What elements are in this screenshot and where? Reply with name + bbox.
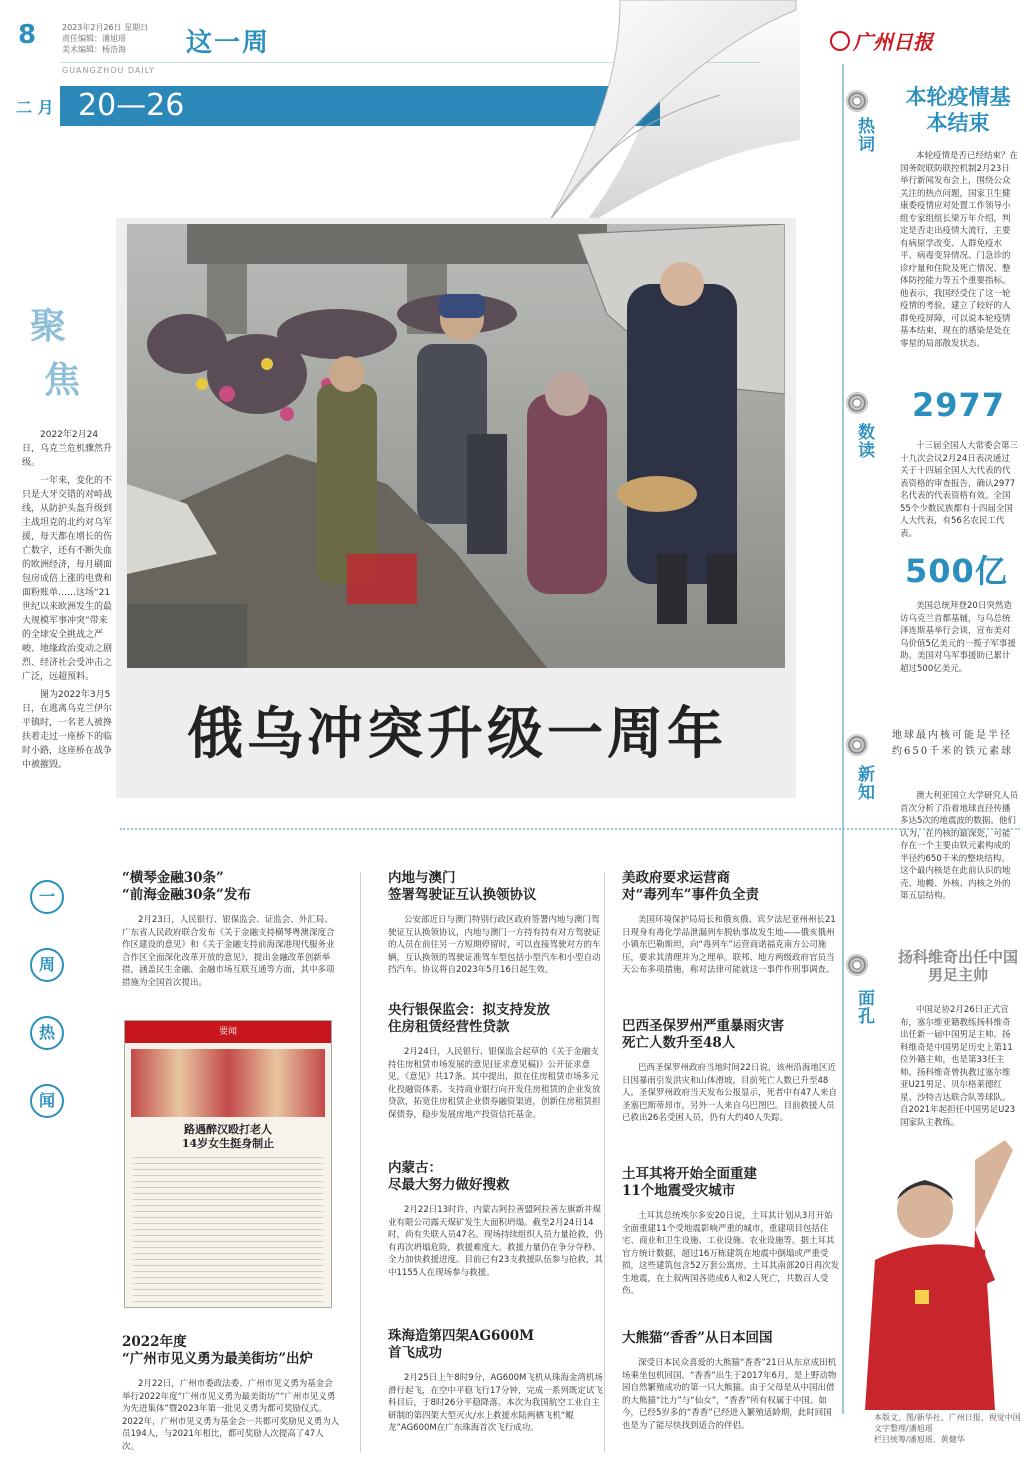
focus-paragraph: 一年来，变化的不只是大牙交错的对峙战线，从防护头盔升级到主战坦克的北约对乌军援，每天都在增长的伤亡数字，还有不断失血的欧洲经济，每月刷面包房成倍上涨的电费和面粉账单……这场“21世纪以来欧洲发生的最大规模军事冲突”带来的全球安全挑战之严峻、地缘政治变动之剧烈、经济社会受冲击之广泛，远超预料。	[22, 476, 113, 682]
news-body	[122, 914, 340, 989]
disc-icon	[846, 392, 868, 414]
thumbnail-masthead: 要闻	[125, 1021, 331, 1043]
news-body	[622, 914, 840, 977]
news-column-3c	[622, 1166, 840, 1298]
keyword-label: 面孔	[858, 989, 875, 1027]
paper-name-en: GUANGZHOU DAILY	[62, 66, 156, 75]
focus-text	[22, 428, 116, 776]
news-paragraph: 2月22日，广州市委政法委、广州市见义勇为基金会举行2022年度“广州市见义勇为最美街坊”“广州市见义勇为先进集体”暨2023年第一批见义勇为都可奖励仪式。2022年，广州市见义勇为基金会一共都可奖励见义勇为人员194人，与2021年相比，都可奖励人次提高了47人次。	[122, 1379, 340, 1452]
face-paragraph: 中国足协2月26日正式宣布，塞尔维亚籍教练扬科维奇出任新一届中国男足主帅。扬科维奇是中国男足历史上第11位外籍主帅，也是第33任主帅。扬科维奇曾执教过塞尔维亚U21男足、贝尔格莱德红星、沙特吉达联合队等球队。自2021年起担任中国男足U23国家队主教练。	[900, 1005, 1016, 1128]
hot-word-title: 本轮疫情基本结束	[905, 85, 1011, 135]
coach-photo	[855, 1140, 1020, 1410]
page-curl-graphic	[80, 0, 800, 230]
face-text	[900, 1004, 1018, 1129]
news-title: 内地与澳门 签署驾驶证互认换领协议	[388, 870, 537, 903]
keyword-label: 数读	[858, 423, 875, 461]
news-column-3d	[622, 1330, 840, 1432]
focus-caption: 图为2022年3月5日，在逃离乌克兰伊尔平镇时，一名老人被搀扶着走过一座桥下的临时小路，这座桥在战争中被摧毁。	[22, 690, 113, 770]
news-paragraph: 2月22日13时许，内蒙古阿拉善盟阿拉善左旗新井煤业有限公司露天煤矿发生大面积坍塌。截至2月24日14时，尚有失联人员47名。现场持续组织人员力量抢救，仍有再次坍塌危险，救援难度大。救援力量仍在争分夺秒、全力加快救援进度。目前已有23支救援队伍参与抢救，其中1155人在现场参与救援。	[388, 1205, 603, 1278]
label-char: 周	[30, 948, 64, 982]
stat-500yi-text	[900, 600, 1018, 675]
column-separator	[360, 872, 361, 1452]
news-column-1	[122, 870, 340, 989]
news-column-2	[388, 870, 606, 977]
news-column-3	[622, 870, 840, 977]
page-number: 8	[18, 20, 37, 50]
news-title: 2022年度 “广州市见义勇为最美街坊”出炉	[122, 1334, 314, 1367]
keyword-hot-word	[858, 118, 878, 154]
news-title: 央行银保监会：拟支持发放 住房租赁经营性贷款	[388, 1002, 550, 1035]
keyword-label: 新知	[858, 765, 875, 803]
news-body	[622, 1210, 840, 1298]
thumbnail-photo	[131, 1049, 325, 1117]
logo-circle-icon	[830, 31, 850, 51]
news-paragraph: 深受日本民众喜爱的大熊猫“香香”21日从东京成田机场乘坐包机回国。“香香”出生于2017年6月，是上野动物园自然繁殖成功的第一只大熊猫。由于父母是从中国出借的大熊猫“比力”与“仙女”，“香香”所有权属于中国。如今，已经5岁多的“香香”已经进入繁殖适龄期，此时回国也是为了能尽快找到适合的伴侣。	[622, 1358, 837, 1431]
focus-paragraph: 2022年2月24日，乌克兰危机骤然升级。	[22, 430, 113, 468]
new-knowledge-paragraph: 澳大利亚国立大学研究人员首次分析了沿着地球直径传播多达5次的地震波的数据。他们认为，在内核的最深处，可能存在一个主要由铁元素构成的半径约650千米的整块结构。这个最内核是在此前认识的地壳、地幔、外核、内核之外的第五层结构。	[900, 791, 1019, 901]
new-knowledge-title: 地球最内核可能是半径约650千米的铁元素球	[892, 730, 1014, 757]
news-column-2b	[388, 1002, 606, 1121]
disc-icon	[846, 90, 868, 112]
page-credit: 本版文、图/新华社、广州日报、视觉中国 文字整理/潘旭瑶 栏目统筹/潘旭瑶、黄健华	[874, 1413, 1021, 1444]
news-title: 珠海造第四架AG600M 首飞成功	[388, 1328, 535, 1361]
header-art-editor: 美术编辑：杨浩海	[62, 45, 126, 54]
label-char: 闻	[30, 1084, 64, 1118]
hot-word-paragraph: 本轮疫情是否已经结束？在国务院联防联控机制2月23日举行新闻发布会上，围绕公众关注的热点问题，国家卫生健康委疫情应对处置工作领导小组专家组组长梁万年介绍，判定是否走出疫情大流行，主要有病原学改变、人群免疫水平、病毒变异情况、门急诊的诊疗量和住院及死亡情况、整体防控能力等五个重要指标。他表示，我国经受住了这一轮疫情的考验，建立了较好的人群免疫屏障，可以说本轮疫情基本结束，现在的感染是处在零星的局部散发状态。	[900, 151, 1019, 349]
weekly-news-label	[30, 880, 70, 1152]
news-column-1b	[122, 1334, 340, 1453]
face-title: 扬科维奇出任中国男足主帅	[897, 948, 1018, 984]
right-column-rule	[842, 64, 844, 1414]
thumbnail-text-lines	[133, 1157, 323, 1307]
hot-word-text	[900, 150, 1018, 350]
date-range: 20—26	[78, 88, 185, 123]
header-editor: 责任编辑：潘旭瑶	[62, 34, 126, 43]
news-column-2d	[388, 1328, 606, 1435]
news-paragraph: 2月25日上午8时9分，AG600M飞机从珠海金湾机场滑行起飞，在空中平稳飞行17分钟，完成一系列既定试飞科目后，于8时26分平稳降落。本次为我国航空工业自主研制的第四架大型灭火/水上救援水陆两栖飞机“鲲龙”AG600M在广东珠海首次飞行成功。	[388, 1373, 603, 1433]
section-divider	[120, 828, 1020, 830]
keyword-label: 热词	[858, 117, 875, 155]
label-char: 热	[30, 1016, 64, 1050]
news-title: 内蒙古： 尽最大努力做好搜救	[388, 1160, 510, 1193]
news-title: “横琴金融30条” “前海金融30条”发布	[122, 870, 251, 903]
newspaper-logo	[830, 26, 933, 55]
keyword-face	[858, 990, 878, 1026]
news-paragraph: 巴西圣保罗州政府当地时间22日说，该州沿海地区近日因暴雨引发洪灾和山体滑坡，目前死亡人数已升至48人。圣保罗州政府当天发布公报显示，死者中有47人来自圣塞巴斯蒂昂市，另外一人来自乌巴图巴。目前救援人员已救出26名受困人员，仍有大约40人失踪。	[622, 1063, 837, 1123]
month-label: 二 月	[16, 98, 54, 117]
label-char: 一	[30, 880, 64, 914]
news-column-3b	[622, 1018, 840, 1125]
focus-char-2: 焦	[44, 360, 81, 401]
main-headline: 俄乌冲突升级一周年	[187, 701, 727, 767]
news-paragraph: 土耳其总统埃尔多安20日说，土耳其计划从3月开始全面重建11个受地震影响严重的城市，重建项目包括住宅、商业和卫生设施、工业设施、农业设施等。据土耳其官方统计数据，超过16万栋建筑在地震中倒塌或严重受损，这些建筑包含52万套公寓房。土耳其南部20日再次发生地震，在土叙两国各造成6人和2人死亡，共数百人受伤。	[622, 1211, 840, 1296]
section-title: 这一周	[186, 28, 271, 58]
news-body	[622, 1062, 840, 1125]
news-paragraph: 2月23日，人民银行、银保监会、证监会、外汇局、广东省人民政府联合发布《关于金融支持横琴粤澳深度合作区建设的意见》和《关于金融支持前海深港现代服务业合作区全面深化改革开放的意见》，提出金融改革创新举措，涵盖民生金融、金融市场互联互通等方面，其中多项措施为全国首次提出。	[122, 915, 335, 988]
keyword-data-read	[858, 424, 878, 460]
news-paragraph: 公安部近日与澳门特别行政区政府签署内地与澳门驾驶证互认换领协议，内地与澳门一方持有持有对方驾驶证的人员在前往另一方短期停留时，可以直接驾驶对方的车辆，互认换领的驾驶证准驾车型包括小型汽车和小型自动挡汽车。协议将自2023年5月16日起生效。	[388, 915, 601, 975]
stat-paragraph: 美国总统拜登20日突然造访乌克兰首都基辅，与乌总统泽连斯基举行会谈，宣布美对乌价值5亿美元的一揽子军事援助。美国对乌军事援助已累计超过500亿美元。	[900, 601, 1016, 674]
news-body	[622, 1357, 840, 1432]
column-separator	[604, 872, 605, 1452]
new-knowledge-text	[900, 790, 1018, 903]
news-title: 巴西圣保罗州严重暴雨灾害 死亡人数升至48人	[622, 1018, 784, 1051]
logo-text: 广州日报	[853, 30, 933, 54]
thumbnail-headline: 路遇醉汉殴打老人 14岁女生挺身制止	[181, 1123, 275, 1150]
news-column-2c	[388, 1160, 606, 1279]
stat-paragraph: 十三届全国人大常委会第三十九次会议2月24日表决通过关于十四届全国人大代表的代表资格的审查报告，确认2977名代表的代表资格有效。全国55个少数民族都有十四届全国人大代表，有56名农民工代表。	[900, 441, 1019, 539]
focus-char-1: 聚	[30, 306, 67, 347]
keyword-new-knowledge	[858, 766, 878, 802]
stat-500yi: 500亿	[905, 552, 1008, 590]
news-paragraph: 美国环境保护局局长和俄亥俄、宾夕法尼亚州州长21日现身有毒化学品泄漏列车脱轨事故发生地——俄亥俄州小镇东巴勒斯坦，向“毒列车”运营商诺福克南方公司施压，要求其清理并为之埋单。联邦、地方两级政府官员当天公布多项措施，称对法律可能就这一事件作刑事调查。	[622, 915, 836, 975]
news-title: 大熊猫“香香”从日本回国	[622, 1330, 773, 1346]
disc-icon	[846, 734, 868, 756]
stat-2977: 2977	[912, 386, 1006, 424]
news-body	[122, 1378, 340, 1453]
news-body	[388, 1204, 606, 1279]
news-body	[388, 1372, 606, 1435]
stat-2977-text	[900, 440, 1018, 540]
news-title: 土耳其将开始全面重建 11个地震受灾城市	[622, 1166, 757, 1199]
front-page-thumbnail	[124, 1020, 332, 1308]
news-title: 美政府要求运营商 对“毒列车”事件负全责	[622, 870, 760, 903]
war-refugee-photo	[127, 224, 785, 668]
disc-icon	[846, 954, 868, 976]
news-body	[388, 914, 606, 977]
news-paragraph: 2月24日，人民银行、银保监会起草的《关于金融支持住房租赁市场发展的意见(征求意见稿)》公开征求意见。《意见》共17条。其中提出，拟在住房租赁市场多元化投融资体系、支持商业银行向开发住房租赁的企业发放贷款，拓宽住房租赁企业债券融资渠道，创新住房租赁担保债券，稳步发展房地产投资信托基金。	[388, 1047, 601, 1120]
header-date: 2023年2月26日 星期日	[62, 23, 149, 32]
news-body	[388, 1046, 606, 1121]
